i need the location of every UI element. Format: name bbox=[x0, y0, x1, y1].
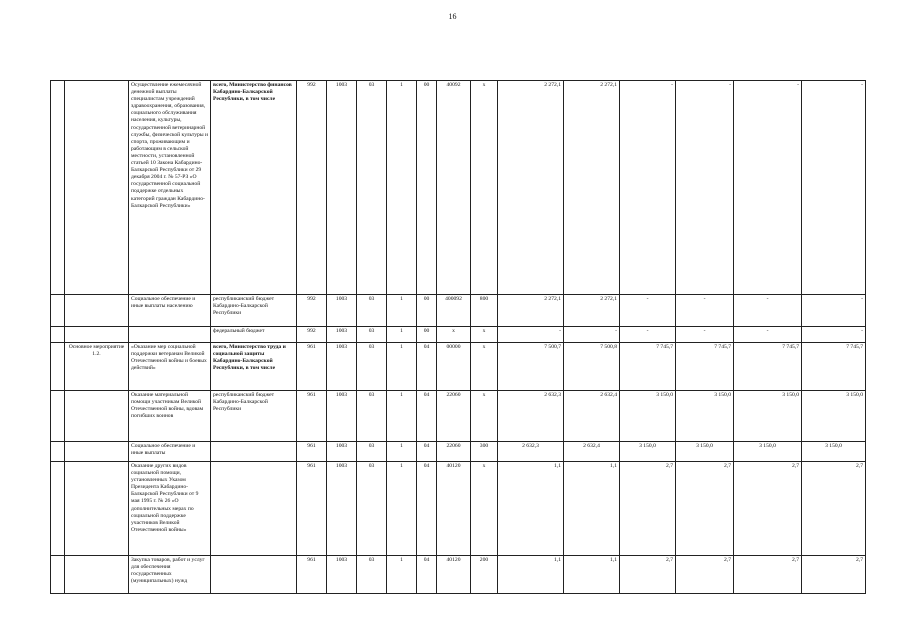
amount-cell: - bbox=[498, 327, 564, 343]
margin-cell bbox=[51, 343, 65, 391]
margin-cell bbox=[51, 295, 65, 327]
amount-cell: 7 745,7 bbox=[676, 343, 734, 391]
target-code-cell: 04 bbox=[417, 343, 437, 391]
target-code-cell: 03 bbox=[357, 295, 387, 327]
expense-type-cell: х bbox=[471, 327, 498, 343]
margin-cell bbox=[51, 462, 65, 556]
amount-cell: - bbox=[620, 295, 676, 327]
activity-cell bbox=[65, 327, 129, 343]
table-row bbox=[51, 327, 866, 343]
source-cell: всего, Министерство финансов Кабардино-Балкарской Республики, в том числе bbox=[211, 81, 297, 295]
amount-cell: - bbox=[676, 81, 734, 295]
activity-cell bbox=[65, 442, 129, 462]
amount-cell: 2,7 bbox=[620, 462, 676, 556]
grbs-cell: 961 bbox=[297, 343, 327, 391]
rzpr-cell: 1003 bbox=[327, 462, 357, 556]
item-name-cell: Закупка товаров, работ и услуг для обеспечения государственных (муниципальных) нужд bbox=[129, 556, 211, 594]
target-code-cell: 1 bbox=[387, 462, 417, 556]
margin-cell bbox=[51, 81, 65, 295]
amount-cell: 2,7 bbox=[734, 556, 802, 594]
activity-cell bbox=[65, 462, 129, 556]
target-code-cell: 00 bbox=[417, 327, 437, 343]
expense-type-cell: 200 bbox=[471, 556, 498, 594]
amount-cell: - bbox=[802, 81, 866, 295]
grbs-cell: 961 bbox=[297, 556, 327, 594]
amount-cell: 2 632,4 bbox=[564, 391, 620, 442]
grbs-cell: 961 bbox=[297, 391, 327, 442]
amount-cell: 3 150,0 bbox=[620, 442, 676, 462]
amount-cell: - bbox=[564, 327, 620, 343]
amount-cell: 7 745,7 bbox=[620, 343, 676, 391]
item-name-cell bbox=[129, 327, 211, 343]
rzpr-cell: 1003 bbox=[327, 343, 357, 391]
amount-cell: 1,1 bbox=[564, 462, 620, 556]
amount-cell: 2 272,1 bbox=[498, 81, 564, 295]
target-code-cell: 40092 bbox=[437, 81, 471, 295]
target-code-cell: 40120 bbox=[437, 556, 471, 594]
expense-type-cell: х bbox=[471, 391, 498, 442]
table-row bbox=[51, 81, 866, 295]
source-cell bbox=[211, 462, 297, 556]
amount-cell: 2 632,4 bbox=[564, 442, 620, 462]
amount-cell: 7 745,7 bbox=[734, 343, 802, 391]
grbs-cell: 992 bbox=[297, 295, 327, 327]
target-code-cell: 04 bbox=[417, 556, 437, 594]
amount-cell: - bbox=[734, 295, 802, 327]
amount-cell: 3 150,0 bbox=[734, 391, 802, 442]
rzpr-cell: 1003 bbox=[327, 556, 357, 594]
item-name-cell: Осуществление ежемесячной денежной выплаты специалистам учреждений здравоохранения, образования, социального обслуживания населения, культуры, государственной ветеринарной службы, физической культуры и спорта, проживающим и работающим в сельской местности, установленной статьей 10 Закона Кабардино-Балкарской Республики от 29 декабря 2004 г. № 57-РЗ «О государственной социальной поддержке отдельных категорий граждан Кабардино-Балкарской Республики» bbox=[129, 81, 211, 295]
rzpr-cell: 1003 bbox=[327, 442, 357, 462]
target-code-cell: 1 bbox=[387, 343, 417, 391]
table-row bbox=[51, 462, 866, 556]
source-cell bbox=[211, 442, 297, 462]
target-code-cell: х bbox=[437, 327, 471, 343]
activity-cell bbox=[65, 295, 129, 327]
target-code-cell: 03 bbox=[357, 556, 387, 594]
target-code-cell: 1 bbox=[387, 81, 417, 295]
amount-cell: 3 150,0 bbox=[802, 391, 866, 442]
margin-cell bbox=[51, 442, 65, 462]
amount-cell: - bbox=[734, 327, 802, 343]
amount-cell: - bbox=[802, 327, 866, 343]
activity-cell bbox=[65, 81, 129, 295]
table-row bbox=[51, 391, 866, 442]
activity-cell bbox=[65, 391, 129, 442]
amount-cell: 2,7 bbox=[734, 462, 802, 556]
item-name-cell: Социальное обеспечение и иные выплаты населению bbox=[129, 295, 211, 327]
amount-cell: 2 272,1 bbox=[498, 295, 564, 327]
target-code-cell: 1 bbox=[387, 442, 417, 462]
amount-cell: 7 500,7 bbox=[498, 343, 564, 391]
expense-type-cell: 300 bbox=[471, 442, 498, 462]
margin-cell bbox=[51, 556, 65, 594]
amount-cell: 2 632,3 bbox=[498, 391, 564, 442]
source-cell: республиканский бюджет Кабардино-Балкарской Республики bbox=[211, 295, 297, 327]
target-code-cell: 04 bbox=[417, 462, 437, 556]
amount-cell: 1,1 bbox=[564, 556, 620, 594]
amount-cell: 2,7 bbox=[620, 556, 676, 594]
target-code-cell: 03 bbox=[357, 391, 387, 442]
item-name-cell: Оказание материальной помощи участникам Великой Отечественной войны, вдовам погибших воинов bbox=[129, 391, 211, 442]
target-code-cell: 03 bbox=[357, 81, 387, 295]
grbs-cell: 992 bbox=[297, 81, 327, 295]
target-code-cell: 22060 bbox=[437, 442, 471, 462]
rzpr-cell: 1003 bbox=[327, 295, 357, 327]
margin-cell bbox=[51, 327, 65, 343]
target-code-cell: 04 bbox=[417, 391, 437, 442]
target-code-cell: 400092 bbox=[437, 295, 471, 327]
item-name-cell: Социальное обеспечение и иные выплаты bbox=[129, 442, 211, 462]
target-code-cell: 03 bbox=[357, 462, 387, 556]
grbs-cell: 992 bbox=[297, 327, 327, 343]
item-name-cell: «Оказание мер социальной поддержки ветеранам Великой Отечественной войны и боевых действий» bbox=[129, 343, 211, 391]
grbs-cell: 961 bbox=[297, 442, 327, 462]
target-code-cell: 00 bbox=[417, 81, 437, 295]
expense-type-cell: х bbox=[471, 81, 498, 295]
source-cell: всего, Министерство труда и социальной защиты Кабардино-Балкарской Республики, в том числе bbox=[211, 343, 297, 391]
target-code-cell: 03 bbox=[357, 343, 387, 391]
expense-type-cell: х bbox=[471, 462, 498, 556]
target-code-cell: 03 bbox=[357, 442, 387, 462]
amount-cell: 2,7 bbox=[802, 556, 866, 594]
table-row bbox=[51, 295, 866, 327]
target-code-cell: 1 bbox=[387, 391, 417, 442]
amount-cell: - bbox=[734, 81, 802, 295]
expense-type-cell: х bbox=[471, 343, 498, 391]
target-code-cell: 22060 bbox=[437, 391, 471, 442]
amount-cell: 2 632,3 bbox=[498, 442, 564, 462]
amount-cell: 1,1 bbox=[498, 556, 564, 594]
target-code-cell: 00 bbox=[417, 295, 437, 327]
amount-cell: 3 150,0 bbox=[676, 391, 734, 442]
target-code-cell: 00000 bbox=[437, 343, 471, 391]
amount-cell: 2,7 bbox=[676, 556, 734, 594]
target-code-cell: 1 bbox=[387, 295, 417, 327]
rzpr-cell: 1003 bbox=[327, 81, 357, 295]
amount-cell: 2 272,1 bbox=[564, 81, 620, 295]
amount-cell: 1,1 bbox=[498, 462, 564, 556]
source-cell bbox=[211, 556, 297, 594]
activity-cell bbox=[65, 556, 129, 594]
amount-cell: 2,7 bbox=[676, 462, 734, 556]
amount-cell: - bbox=[802, 295, 866, 327]
source-cell: республиканский бюджет Кабардино-Балкарской Республики bbox=[211, 391, 297, 442]
target-code-cell: 03 bbox=[357, 327, 387, 343]
amount-cell: 2,7 bbox=[802, 462, 866, 556]
amount-cell: - bbox=[620, 81, 676, 295]
amount-cell: - bbox=[620, 327, 676, 343]
amount-cell: 3 150,0 bbox=[620, 391, 676, 442]
target-code-cell: 1 bbox=[387, 556, 417, 594]
amount-cell: - bbox=[676, 327, 734, 343]
activity-cell: Основное мероприятие 1.2. bbox=[65, 343, 129, 391]
expense-type-cell: 800 bbox=[471, 295, 498, 327]
target-code-cell: 04 bbox=[417, 442, 437, 462]
amount-cell: 2 272,1 bbox=[564, 295, 620, 327]
table-row bbox=[51, 442, 866, 462]
table-row bbox=[51, 343, 866, 391]
amount-cell: 3 150,0 bbox=[676, 442, 734, 462]
page-number: 16 bbox=[448, 12, 457, 21]
margin-cell bbox=[51, 391, 65, 442]
rzpr-cell: 1003 bbox=[327, 391, 357, 442]
table-row bbox=[51, 556, 866, 594]
target-code-cell: 1 bbox=[387, 327, 417, 343]
source-cell: федеральный бюджет bbox=[211, 327, 297, 343]
rzpr-cell: 1003 bbox=[327, 327, 357, 343]
grbs-cell: 961 bbox=[297, 462, 327, 556]
amount-cell: 3 150,0 bbox=[734, 442, 802, 462]
target-code-cell: 40120 bbox=[437, 462, 471, 556]
budget-table bbox=[50, 80, 866, 594]
amount-cell: 7 500,8 bbox=[564, 343, 620, 391]
item-name-cell: Оказание других видов социальной помощи, установленных Указом Президента Кабардино-Балкарской Республики от 9 мая 1995 г. № 26 «О дополнительных мерах по социальной поддержке участников Великой Отечественной войны» bbox=[129, 462, 211, 556]
amount-cell: - bbox=[676, 295, 734, 327]
amount-cell: 3 150,0 bbox=[802, 442, 866, 462]
amount-cell: 7 745,7 bbox=[802, 343, 866, 391]
